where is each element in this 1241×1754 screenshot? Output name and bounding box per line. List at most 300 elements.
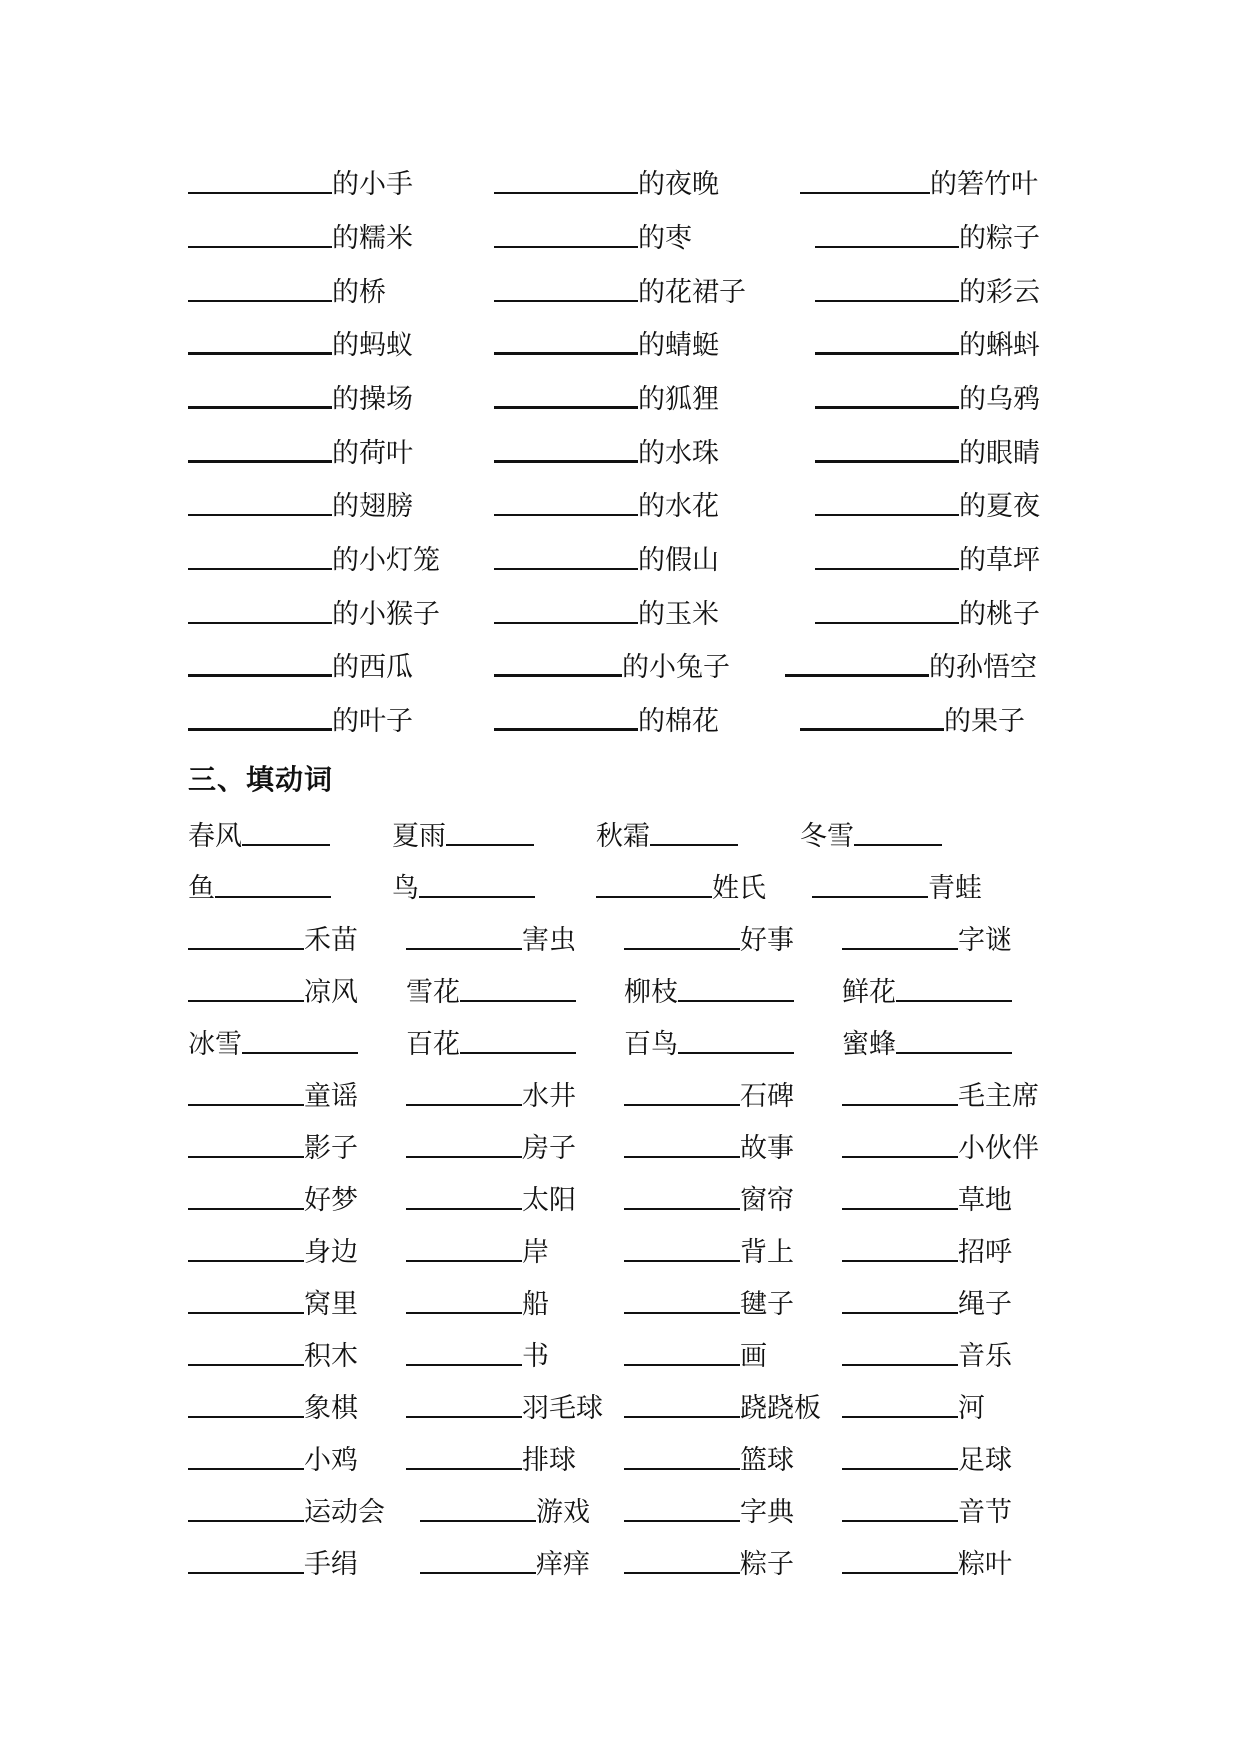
noun-text: 鱼 [188, 873, 215, 904]
verb-row [0, 1384, 1241, 1424]
phrase-text: 的夜晚 [638, 169, 719, 200]
verb-item [842, 968, 1012, 1008]
answer-blank[interactable] [815, 403, 959, 409]
answer-blank[interactable] [242, 841, 330, 846]
verb-item [406, 1072, 576, 1112]
answer-blank[interactable] [494, 243, 638, 248]
answer-blank[interactable] [624, 1413, 740, 1418]
answer-blank[interactable] [460, 997, 576, 1002]
answer-blank[interactable] [242, 1049, 358, 1054]
answer-blank[interactable] [406, 1361, 522, 1366]
verb-row [0, 1436, 1241, 1476]
answer-blank[interactable] [842, 1413, 958, 1418]
phrase-text: 的水珠 [638, 438, 719, 469]
noun-text: 毽子 [740, 1289, 794, 1320]
answer-blank[interactable] [406, 945, 522, 950]
adjective-item [494, 160, 719, 200]
verb-item [842, 1072, 1039, 1112]
verb-item [842, 1332, 1012, 1372]
answer-blank[interactable] [406, 1465, 522, 1470]
answer-blank[interactable] [188, 1257, 304, 1262]
noun-text: 夏雨 [392, 821, 446, 852]
answer-blank[interactable] [188, 1569, 304, 1574]
phrase-text: 的乌鸦 [959, 384, 1040, 415]
verb-item [188, 1332, 358, 1372]
noun-text: 排球 [522, 1445, 576, 1476]
noun-text: 姓氏 [712, 873, 766, 904]
verb-item [420, 1488, 590, 1528]
answer-blank[interactable] [842, 1465, 958, 1470]
adjective-item [188, 321, 413, 361]
section-heading-fill-verbs: 三、填动词 [188, 763, 334, 796]
answer-blank[interactable] [188, 511, 332, 516]
answer-blank[interactable] [188, 671, 332, 677]
adjective-item [494, 214, 692, 254]
phrase-text: 的枣 [638, 223, 692, 254]
phrase-text: 的操场 [332, 384, 413, 415]
answer-blank[interactable] [188, 565, 332, 570]
verb-item [624, 1176, 794, 1216]
answer-blank[interactable] [420, 1569, 536, 1574]
noun-text: 房子 [522, 1133, 576, 1164]
verb-item [188, 1228, 358, 1268]
adjective-row [0, 643, 1241, 683]
verb-item [624, 1332, 767, 1372]
answer-blank[interactable] [494, 619, 638, 624]
noun-text: 船 [522, 1289, 549, 1320]
verb-item [188, 864, 331, 904]
verb-item [624, 968, 794, 1008]
adjective-item [188, 160, 413, 200]
adjective-item [494, 590, 719, 630]
noun-text: 影子 [304, 1133, 358, 1164]
noun-text: 冰雪 [188, 1029, 242, 1060]
verb-row [0, 1072, 1241, 1112]
answer-blank[interactable] [406, 1413, 522, 1418]
noun-text: 柳枝 [624, 977, 678, 1008]
phrase-text: 的粽子 [959, 223, 1040, 254]
verb-item [624, 1436, 794, 1476]
phrase-text: 的小兔子 [622, 652, 730, 683]
answer-blank[interactable] [494, 511, 638, 516]
adjective-item [800, 160, 1038, 200]
phrase-text: 的叶子 [332, 706, 413, 737]
verb-item [406, 916, 576, 956]
verb-item [188, 968, 358, 1008]
noun-text: 字谜 [958, 925, 1012, 956]
noun-text: 画 [740, 1341, 767, 1372]
noun-text: 小鸡 [304, 1445, 358, 1476]
verb-item [624, 1540, 794, 1580]
verb-row [0, 1280, 1241, 1320]
answer-blank[interactable] [188, 1101, 304, 1106]
verb-item [188, 1176, 358, 1216]
answer-blank[interactable] [650, 841, 738, 846]
adjective-item [815, 429, 1040, 469]
answer-blank[interactable] [624, 1205, 740, 1210]
noun-text: 秋霜 [596, 821, 650, 852]
verb-item [842, 1488, 1012, 1528]
answer-blank[interactable] [624, 1153, 740, 1158]
verb-item [624, 1280, 794, 1320]
adjective-item [815, 590, 1040, 630]
answer-blank[interactable] [854, 841, 942, 846]
noun-text: 身边 [304, 1237, 358, 1268]
verb-item [406, 1124, 576, 1164]
phrase-text: 的玉米 [638, 599, 719, 630]
adjective-row [0, 268, 1241, 308]
adjective-item [815, 214, 1040, 254]
answer-blank[interactable] [494, 457, 638, 463]
answer-blank[interactable] [842, 1361, 958, 1366]
noun-text: 石碑 [740, 1081, 794, 1112]
answer-blank[interactable] [815, 511, 959, 516]
verb-item [800, 812, 942, 852]
noun-text: 童谣 [304, 1081, 358, 1112]
verb-item [406, 1280, 549, 1320]
answer-blank[interactable] [188, 945, 304, 950]
answer-blank[interactable] [188, 1517, 304, 1522]
noun-text: 背上 [740, 1237, 794, 1268]
verb-item [842, 1124, 1039, 1164]
verb-row [0, 812, 1241, 852]
noun-text: 百花 [406, 1029, 460, 1060]
phrase-text: 的桃子 [959, 599, 1040, 630]
noun-text: 草地 [958, 1185, 1012, 1216]
verb-item [624, 916, 794, 956]
adjective-item [494, 643, 730, 683]
answer-blank[interactable] [800, 189, 930, 194]
adjective-item [494, 321, 719, 361]
noun-text: 小伙伴 [958, 1133, 1039, 1164]
answer-blank[interactable] [842, 945, 958, 950]
noun-text: 雪花 [406, 977, 460, 1008]
answer-blank[interactable] [815, 565, 959, 570]
answer-blank[interactable] [494, 565, 638, 570]
answer-blank[interactable] [188, 1153, 304, 1158]
verb-item [406, 1384, 603, 1424]
answer-blank[interactable] [842, 1569, 958, 1574]
answer-blank[interactable] [406, 1309, 522, 1314]
answer-blank[interactable] [188, 189, 332, 194]
answer-blank[interactable] [188, 403, 332, 409]
answer-blank[interactable] [842, 1101, 958, 1106]
adjective-item [188, 268, 386, 308]
noun-text: 水井 [522, 1081, 576, 1112]
phrase-text: 的糯米 [332, 223, 413, 254]
verb-row [0, 1020, 1241, 1060]
noun-text: 篮球 [740, 1445, 794, 1476]
verb-item [420, 1540, 590, 1580]
phrase-text: 的桥 [332, 277, 386, 308]
answer-blank[interactable] [188, 1413, 304, 1418]
verb-item [406, 1020, 576, 1060]
answer-blank[interactable] [188, 243, 332, 248]
noun-text: 青蛙 [928, 873, 982, 904]
verb-item [842, 916, 1012, 956]
phrase-text: 的棉花 [638, 706, 719, 737]
noun-text: 冬雪 [800, 821, 854, 852]
answer-blank[interactable] [406, 1205, 522, 1210]
answer-blank[interactable] [494, 725, 638, 731]
answer-blank[interactable] [188, 997, 304, 1002]
adjective-item [815, 321, 1040, 361]
adjective-row [0, 321, 1241, 361]
answer-blank[interactable] [624, 1569, 740, 1574]
answer-blank[interactable] [624, 1465, 740, 1470]
adjective-item [188, 536, 440, 576]
noun-text: 字典 [740, 1497, 794, 1528]
adjective-item [494, 536, 719, 576]
noun-text: 粽子 [740, 1549, 794, 1580]
answer-blank[interactable] [896, 997, 1012, 1002]
answer-blank[interactable] [406, 1153, 522, 1158]
phrase-text: 的狐狸 [638, 384, 719, 415]
noun-text: 绳子 [958, 1289, 1012, 1320]
verb-item [188, 1488, 385, 1528]
answer-blank[interactable] [188, 349, 332, 355]
adjective-item [188, 482, 413, 522]
answer-blank[interactable] [815, 297, 959, 302]
answer-blank[interactable] [624, 1361, 740, 1366]
verb-row [0, 1332, 1241, 1372]
verb-item [392, 812, 534, 852]
adjective-item [815, 375, 1040, 415]
answer-blank[interactable] [624, 1101, 740, 1106]
answer-blank[interactable] [624, 1257, 740, 1262]
noun-text: 河 [958, 1393, 985, 1424]
verb-item [624, 1384, 821, 1424]
verb-item [624, 1072, 794, 1112]
phrase-text: 的小手 [332, 169, 413, 200]
adjective-item [815, 536, 1040, 576]
verb-item [188, 1540, 358, 1580]
noun-text: 春风 [188, 821, 242, 852]
answer-blank[interactable] [842, 1205, 958, 1210]
noun-text: 游戏 [536, 1497, 590, 1528]
answer-blank[interactable] [785, 671, 929, 677]
adjective-item [188, 697, 413, 737]
verb-item [624, 1228, 794, 1268]
adjective-row [0, 697, 1241, 737]
verb-item [842, 1176, 1012, 1216]
phrase-text: 的蝌蚪 [959, 330, 1040, 361]
answer-blank[interactable] [446, 841, 534, 846]
verb-item [188, 1384, 358, 1424]
noun-text: 痒痒 [536, 1549, 590, 1580]
answer-blank[interactable] [494, 403, 638, 409]
noun-text: 积木 [304, 1341, 358, 1372]
phrase-text: 的翅膀 [332, 491, 413, 522]
verb-item [188, 1020, 358, 1060]
noun-text: 书 [522, 1341, 549, 1372]
adjective-item [494, 697, 719, 737]
verb-item [188, 1436, 358, 1476]
noun-text: 岸 [522, 1237, 549, 1268]
verb-item [406, 1228, 549, 1268]
noun-text: 羽毛球 [522, 1393, 603, 1424]
noun-text: 好梦 [304, 1185, 358, 1216]
phrase-text: 的小灯笼 [332, 545, 440, 576]
phrase-text: 的夏夜 [959, 491, 1040, 522]
adjective-item [188, 375, 413, 415]
noun-text: 招呼 [958, 1237, 1012, 1268]
answer-blank[interactable] [406, 1257, 522, 1262]
answer-blank[interactable] [188, 457, 332, 463]
answer-blank[interactable] [624, 945, 740, 950]
verb-item [624, 1488, 794, 1528]
verb-item [842, 1020, 1012, 1060]
phrase-text: 的蚂蚁 [332, 330, 413, 361]
noun-text: 音节 [958, 1497, 1012, 1528]
phrase-text: 的假山 [638, 545, 719, 576]
adjective-item [815, 482, 1040, 522]
adjective-row [0, 214, 1241, 254]
verb-item [624, 1124, 794, 1164]
phrase-text: 的彩云 [959, 277, 1040, 308]
verb-item [842, 1228, 1012, 1268]
noun-text: 窗帘 [740, 1185, 794, 1216]
answer-blank[interactable] [494, 189, 638, 194]
answer-blank[interactable] [494, 297, 638, 302]
verb-item [406, 1436, 576, 1476]
noun-text: 跷跷板 [740, 1393, 821, 1424]
answer-blank[interactable] [624, 1517, 740, 1522]
answer-blank[interactable] [494, 671, 622, 677]
phrase-text: 的花裙子 [638, 277, 746, 308]
verb-row [0, 1124, 1241, 1164]
answer-blank[interactable] [188, 1205, 304, 1210]
noun-text: 足球 [958, 1445, 1012, 1476]
verb-item [188, 1280, 358, 1320]
verb-item [842, 1280, 1012, 1320]
answer-blank[interactable] [624, 1309, 740, 1314]
answer-blank[interactable] [812, 893, 928, 898]
noun-text: 凉风 [304, 977, 358, 1008]
adjective-row [0, 536, 1241, 576]
answer-blank[interactable] [188, 297, 332, 302]
noun-text: 粽叶 [958, 1549, 1012, 1580]
noun-text: 蜜蜂 [842, 1029, 896, 1060]
answer-blank[interactable] [815, 243, 959, 248]
answer-blank[interactable] [188, 725, 332, 731]
phrase-text: 的蜻蜓 [638, 330, 719, 361]
answer-blank[interactable] [842, 1309, 958, 1314]
adjective-item [494, 268, 746, 308]
noun-text: 百鸟 [624, 1029, 678, 1060]
noun-text: 害虫 [522, 925, 576, 956]
adjective-item [188, 214, 413, 254]
verb-item [188, 1072, 358, 1112]
adjective-row [0, 482, 1241, 522]
verb-item [188, 1124, 358, 1164]
phrase-text: 的眼睛 [959, 438, 1040, 469]
adjective-row [0, 590, 1241, 630]
answer-blank[interactable] [815, 457, 959, 463]
adjective-item [188, 590, 440, 630]
noun-text: 鲜花 [842, 977, 896, 1008]
noun-text: 鸟 [392, 873, 419, 904]
adjective-item [815, 268, 1040, 308]
verb-item [188, 812, 330, 852]
answer-blank[interactable] [188, 1361, 304, 1366]
noun-text: 故事 [740, 1133, 794, 1164]
noun-text: 象棋 [304, 1393, 358, 1424]
answer-blank[interactable] [188, 1309, 304, 1314]
verb-row [0, 1228, 1241, 1268]
answer-blank[interactable] [842, 1257, 958, 1262]
noun-text: 太阳 [522, 1185, 576, 1216]
adjective-item [494, 375, 719, 415]
noun-text: 音乐 [958, 1341, 1012, 1372]
verb-item [406, 1176, 576, 1216]
adjective-row [0, 429, 1241, 469]
adjective-item [800, 697, 1025, 737]
phrase-text: 的草坪 [959, 545, 1040, 576]
verb-row [0, 968, 1241, 1008]
adjective-row [0, 160, 1241, 200]
phrase-text: 的箬竹叶 [930, 169, 1038, 200]
verb-item [596, 864, 766, 904]
verb-item [188, 916, 358, 956]
adjective-item [188, 643, 413, 683]
answer-blank[interactable] [815, 619, 959, 624]
answer-blank[interactable] [842, 1153, 958, 1158]
answer-blank[interactable] [419, 893, 535, 898]
answer-blank[interactable] [420, 1517, 536, 1522]
phrase-text: 的小猴子 [332, 599, 440, 630]
answer-blank[interactable] [678, 1049, 794, 1054]
noun-text: 运动会 [304, 1497, 385, 1528]
verb-item [392, 864, 535, 904]
phrase-text: 的果子 [944, 706, 1025, 737]
noun-text: 禾苗 [304, 925, 358, 956]
answer-blank[interactable] [188, 1465, 304, 1470]
verb-row [0, 1540, 1241, 1580]
verb-item [406, 968, 576, 1008]
phrase-text: 的孙悟空 [929, 652, 1037, 683]
adjective-item [188, 429, 413, 469]
verb-row [0, 1176, 1241, 1216]
verb-item [624, 1020, 794, 1060]
adjective-item [494, 429, 719, 469]
verb-item [842, 1436, 1012, 1476]
answer-blank[interactable] [815, 349, 959, 355]
verb-item [406, 1332, 549, 1372]
verb-row [0, 864, 1241, 904]
answer-blank[interactable] [842, 1517, 958, 1522]
answer-blank[interactable] [215, 893, 331, 898]
answer-blank[interactable] [494, 349, 638, 355]
verb-item [842, 1384, 985, 1424]
adjective-item [494, 482, 719, 522]
answer-blank[interactable] [678, 997, 794, 1002]
adjective-item [785, 643, 1037, 683]
verb-row [0, 1488, 1241, 1528]
answer-blank[interactable] [460, 1049, 576, 1054]
answer-blank[interactable] [896, 1049, 1012, 1054]
noun-text: 好事 [740, 925, 794, 956]
answer-blank[interactable] [188, 619, 332, 624]
answer-blank[interactable] [406, 1101, 522, 1106]
answer-blank[interactable] [596, 893, 712, 898]
phrase-text: 的西瓜 [332, 652, 413, 683]
noun-text: 毛主席 [958, 1081, 1039, 1112]
verb-item [842, 1540, 1012, 1580]
phrase-text: 的荷叶 [332, 438, 413, 469]
answer-blank[interactable] [800, 725, 944, 731]
noun-text: 手绢 [304, 1549, 358, 1580]
